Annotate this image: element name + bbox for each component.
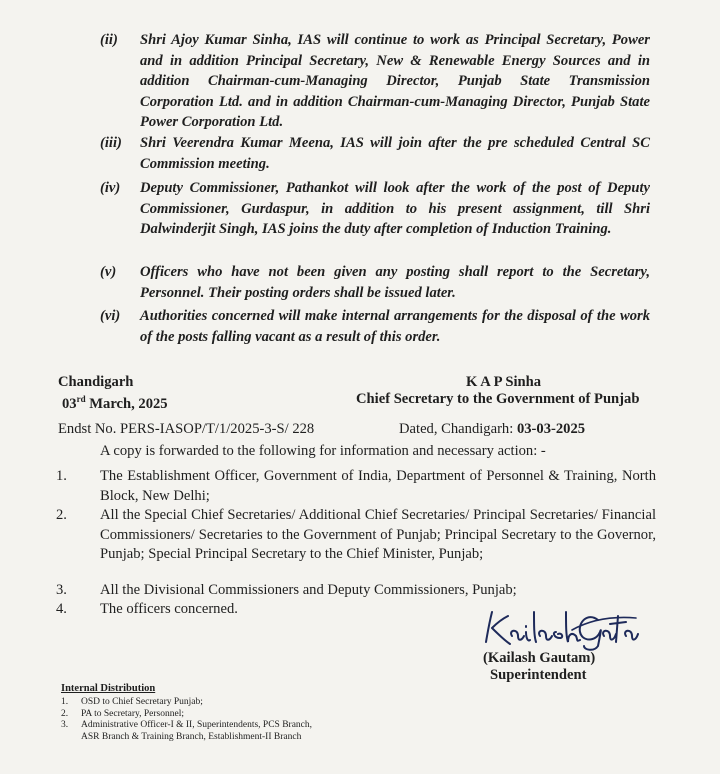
signatory-name: K A P Sinha [466, 374, 542, 390]
internal-item-2: 2. PA to Secretary, Personnel; [61, 708, 184, 719]
order-item-vi [100, 306, 650, 347]
superintendent-name: (Kailash Gautam) [483, 650, 596, 666]
forward-item-3 [56, 581, 656, 601]
forward-intro: A copy is forwarded to the following for information and necessary action: - [100, 443, 546, 459]
item-text: Shri Ajoy Kumar Sinha, IAS will continue to work as Principal Secretary, Power and in addition Principal Secretary, New & Renewable Energy Sources and in addition Chairman-cum-Managing Director, Punjab State Transmission Corporation Ltd. and in addition Chairman-cum-Managing Director, Punjab State Power Corporation Ltd. [140, 32, 650, 130]
internal-item-3-cont: ASR Branch & Training Branch, Establishment-II Branch [81, 731, 302, 742]
forward-item-number: 4. [56, 601, 67, 617]
internal-distribution-list [61, 697, 381, 743]
forward-item-number: 1. [56, 468, 67, 484]
forward-item-number: 2. [56, 507, 67, 523]
order-item-iii [100, 133, 650, 174]
item-number: (iii) [100, 135, 122, 151]
order-date-day: 03 [62, 395, 77, 412]
forward-item-1 [56, 467, 656, 506]
internal-item-3: 3. Administrative Officer-I & II, Superintendents, PCS Branch, [61, 720, 313, 730]
order-item-ii [100, 30, 650, 133]
forward-item-text: All the Divisional Commissioners and Deputy Commissioners, Punjab; [100, 582, 517, 598]
place: Chandigarh [58, 374, 134, 390]
item-number: (iv) [100, 180, 121, 196]
dated-value: 03-03-2025 [516, 421, 586, 437]
forward-item-text: The Establishment Officer, Government of India, Department of Personnel & Training, North Block, New Delhi; [100, 468, 656, 504]
order-date-rest: March, 2025 [85, 395, 168, 412]
forward-item-2 [56, 506, 656, 565]
order-item-iv [100, 178, 650, 240]
order-item-v [100, 262, 650, 303]
dated-label: Dated, Chandigarh: [399, 421, 517, 437]
forward-item-text: The officers concerned. [100, 601, 238, 617]
internal-item-1: 1. OSD to Chief Secretary Punjab; [61, 697, 203, 707]
signatory-title: Chief Secretary to the Government of Punjab [356, 391, 640, 407]
item-text: Deputy Commissioner, Pathankot will look after the work of the post of Deputy Commissioner, Gurdaspur, in addition to his present assignment, till Shri Dalwinderjit Singh, IAS joins the duty after completion of Induction Training. [140, 180, 650, 237]
item-number: (vi) [100, 308, 121, 324]
item-number: (ii) [100, 32, 118, 48]
item-text: Officers who have not been given any posting shall report to the Secretary, Personnel. Their posting orders shall be issued later. [140, 264, 650, 301]
forward-item-text: All the Special Chief Secretaries/ Additional Chief Secretaries/ Principal Secretaries/ Financial Commissioners/ Secretaries to the Government of Punjab; Principal Secretary to the Governor, Punjab; Special Principal Secretary to the Chief Minister, Punjab; [100, 507, 656, 562]
internal-distribution-heading: Internal Distribution [61, 683, 156, 694]
item-text: Authorities concerned will make internal arrangements for the disposal of the work of the posts falling vacant as a result of this order. [140, 308, 650, 345]
order-date [62, 389, 168, 414]
item-number: (v) [100, 264, 117, 280]
superintendent-title: Superintendent [490, 667, 587, 683]
dated-line [399, 419, 585, 440]
handwritten-signature [480, 606, 640, 654]
order-date-suffix: rd [76, 394, 86, 404]
endorsement-number: Endst No. PERS-IASOP/T/1/2025-3-S/ 228 [58, 421, 315, 437]
forward-item-number: 3. [56, 582, 67, 598]
item-text: Shri Veerendra Kumar Meena, IAS will join after the pre scheduled Central SC Commission meeting. [140, 135, 650, 172]
